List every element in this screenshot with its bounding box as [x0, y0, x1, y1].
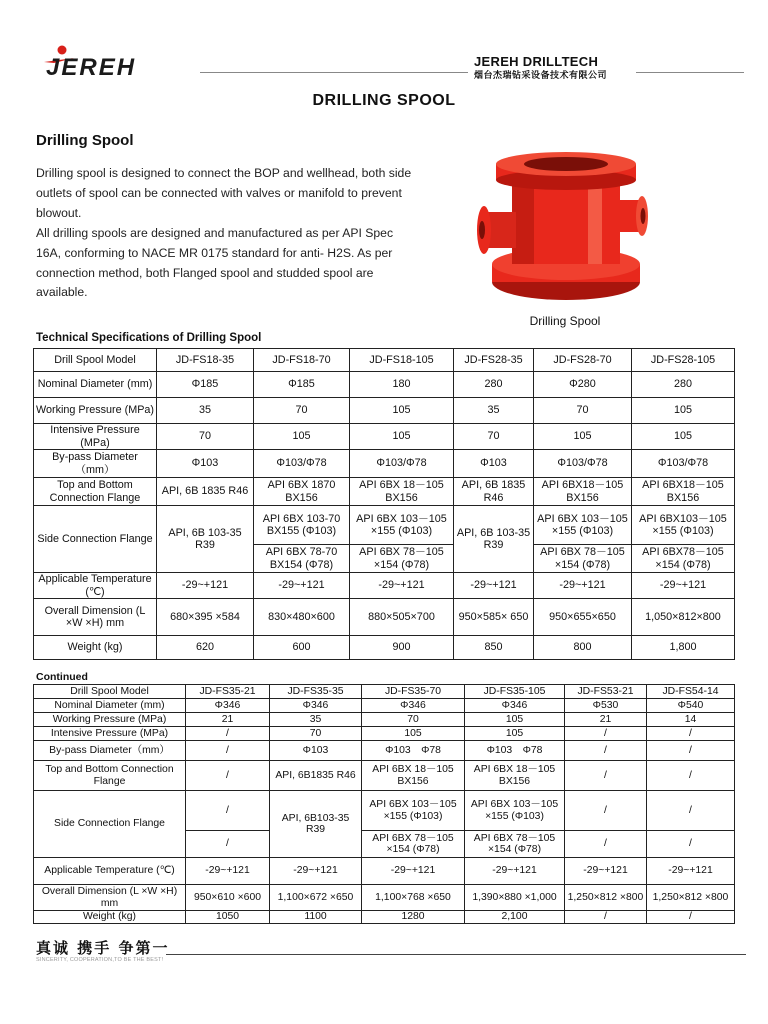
- table-row: [34, 506, 735, 545]
- table-cell: /: [186, 791, 270, 831]
- table-cell: 620: [157, 636, 254, 660]
- table-cell: API, 6B 103-35 R39: [454, 506, 534, 573]
- table-cell: 950×610 ×600: [186, 885, 270, 911]
- table-cell: 105: [465, 727, 565, 741]
- footer-rule: [166, 954, 746, 955]
- table-cell: API 6BX 78－105 ×154 (Φ78): [350, 545, 454, 573]
- table-cell: /: [647, 831, 735, 858]
- table-cell: Φ530: [565, 699, 647, 713]
- table-cell: Drill Spool Model: [34, 685, 186, 699]
- table-cell: API, 6B 1835 R46: [454, 478, 534, 506]
- table-cell: 280: [454, 372, 534, 398]
- table-row: [34, 599, 735, 636]
- table-cell: API 6BX18－105 BX156: [534, 478, 632, 506]
- table-cell: Φ103/Φ78: [350, 450, 454, 478]
- footer-slogan-en: SINCERITY, COOPERATION,TO BE THE BEST!: [36, 957, 164, 963]
- table-cell: Overall Dimension (L ×W ×H) mm: [34, 599, 157, 636]
- table-cell: JD-FS35-21: [186, 685, 270, 699]
- table-cell: 1280: [362, 911, 465, 924]
- table-cell: Side Connection Flange: [34, 506, 157, 573]
- table-cell: /: [647, 911, 735, 924]
- table-cell: Working Pressure (MPa): [34, 713, 186, 727]
- table-cell: 950×585× 650: [454, 599, 534, 636]
- table-cell: JD-FS54-14: [647, 685, 735, 699]
- table-cell: Φ346: [465, 699, 565, 713]
- table-cell: Φ103: [157, 450, 254, 478]
- drilling-spool-image: [470, 150, 660, 306]
- table-cell: 1,250×812 ×800: [565, 885, 647, 911]
- table-row: [34, 372, 735, 398]
- table-cell: 70: [270, 727, 362, 741]
- table-cell: 105: [465, 713, 565, 727]
- company-name-en: JEREH DRILLTECH: [474, 54, 599, 69]
- table-cell: Nominal Diameter (mm): [34, 372, 157, 398]
- table-cell: JD-FS53-21: [565, 685, 647, 699]
- table-row: [34, 761, 735, 791]
- table-cell: 280: [632, 372, 735, 398]
- table-cell: API 6BX78－105 ×154 (Φ78): [632, 545, 735, 573]
- header-rule-left: [200, 72, 468, 73]
- table-cell: Φ103/Φ78: [534, 450, 632, 478]
- table-cell: JD-FS18-35: [157, 349, 254, 372]
- table-cell: 800: [534, 636, 632, 660]
- table-cell: API 6BX 78－105 ×154 (Φ78): [465, 831, 565, 858]
- table-row: [34, 450, 735, 478]
- table-cell: 70: [362, 713, 465, 727]
- table-cell: Φ103 Φ78: [465, 741, 565, 761]
- table-cell: API 6BX 18－105 BX156: [350, 478, 454, 506]
- table-cell: API 6BX 78-70 BX154 (Φ78): [254, 545, 350, 573]
- table-cell: 1,100×672 ×650: [270, 885, 362, 911]
- table-cell: API 6BX 78－105 ×154 (Φ78): [534, 545, 632, 573]
- table-cell: 35: [454, 398, 534, 424]
- logo-text: JEREH: [46, 54, 137, 78]
- table-cell: Intensive Pressure (MPa): [34, 727, 186, 741]
- table-cell: Top and Bottom Connection Flange: [34, 761, 186, 791]
- table-cell: API 6BX 1870 BX156: [254, 478, 350, 506]
- table-cell: -29~+121: [465, 858, 565, 885]
- table-cell: 14: [647, 713, 735, 727]
- table-cell: Φ103: [270, 741, 362, 761]
- table-cell: 70: [534, 398, 632, 424]
- table-cell: Φ103/Φ78: [254, 450, 350, 478]
- table-cell: 70: [157, 424, 254, 450]
- table-row: [34, 911, 735, 924]
- table-cell: Drill Spool Model: [34, 349, 157, 372]
- table-cell: Applicable Temperature (℃): [34, 573, 157, 599]
- table-cell: Nominal Diameter (mm): [34, 699, 186, 713]
- table-cell: /: [186, 727, 270, 741]
- table-cell: API 6BX 103-70 BX155 (Φ103): [254, 506, 350, 545]
- footer-slogan: 真诚 携手 争第一: [36, 939, 170, 957]
- table-cell: JD-FS18-70: [254, 349, 350, 372]
- table-cell: 180: [350, 372, 454, 398]
- table-cell: /: [565, 741, 647, 761]
- table-cell: 1,390×880 ×1,000: [465, 885, 565, 911]
- table-cell: API, 6B103-35 R39: [270, 791, 362, 858]
- table-cell: API, 6B 1835 R46: [157, 478, 254, 506]
- table-cell: 1100: [270, 911, 362, 924]
- table-cell: Φ185: [157, 372, 254, 398]
- table-cell: /: [565, 911, 647, 924]
- table-cell: /: [186, 831, 270, 858]
- spec-table-2: [33, 684, 735, 924]
- table-cell: Φ103: [454, 450, 534, 478]
- table-cell: By-pass Diameter（mm）: [34, 741, 186, 761]
- table-cell: 70: [454, 424, 534, 450]
- section-title: Drilling Spool: [36, 132, 134, 149]
- table-cell: API 6BX 103－105 ×155 (Φ103): [362, 791, 465, 831]
- table-cell: -29~+121: [186, 858, 270, 885]
- table-row: [34, 727, 735, 741]
- table-cell: Weight (kg): [34, 636, 157, 660]
- table-cell: Overall Dimension (L ×W ×H) mm: [34, 885, 186, 911]
- table-cell: Applicable Temperature (℃): [34, 858, 186, 885]
- table-row: [34, 349, 735, 372]
- table-cell: Intensive Pressure (MPa): [34, 424, 157, 450]
- table-cell: Working Pressure (MPa): [34, 398, 157, 424]
- table-row: [34, 741, 735, 761]
- table-cell: By-pass Diameter （mm）: [34, 450, 157, 478]
- table-row: [34, 636, 735, 660]
- table-cell: 105: [350, 424, 454, 450]
- table-cell: API 6BX 18－105 BX156: [362, 761, 465, 791]
- table-cell: 1,050×812×800: [632, 599, 735, 636]
- table-cell: 2,100: [465, 911, 565, 924]
- table-cell: Φ103/Φ78: [632, 450, 735, 478]
- table-cell: 21: [186, 713, 270, 727]
- description-paragraph-1: Drilling spool is designed to connect the BOP and wellhead, both side outlets of spool can be connected with valves or manifold to prevent blowout.: [36, 166, 412, 220]
- table-cell: 600: [254, 636, 350, 660]
- table-cell: 830×480×600: [254, 599, 350, 636]
- table-cell: 900: [350, 636, 454, 660]
- table1-title: Technical Specifications of Drilling Spool: [36, 332, 262, 344]
- table-row: [34, 858, 735, 885]
- table-cell: JD-FS35-70: [362, 685, 465, 699]
- table-cell: 105: [254, 424, 350, 450]
- table-cell: 35: [157, 398, 254, 424]
- table-cell: API 6BX 78－105 ×154 (Φ78): [362, 831, 465, 858]
- table-cell: 105: [362, 727, 465, 741]
- table-cell: 880×505×700: [350, 599, 454, 636]
- table-cell: 850: [454, 636, 534, 660]
- table-cell: 1,250×812 ×800: [647, 885, 735, 911]
- table-cell: 70: [254, 398, 350, 424]
- table-cell: /: [565, 727, 647, 741]
- table-cell: Φ346: [270, 699, 362, 713]
- table-row: [34, 398, 735, 424]
- table-cell: /: [565, 791, 647, 831]
- table-cell: /: [647, 741, 735, 761]
- table-cell: API 6BX103－105 ×155 (Φ103): [632, 506, 735, 545]
- description-paragraph-2: All drilling spools are designed and manufactured as per API Spec 16A, conforming to NACE MR 0175 standard for anti- H2S. As per connection method, both Flanged spool and studded spool are available.: [36, 226, 394, 300]
- table-cell: -29~+121: [647, 858, 735, 885]
- table-cell: API 6BX 103－105 ×155 (Φ103): [534, 506, 632, 545]
- table-row: [34, 791, 735, 831]
- table-cell: API 6BX 103－105 ×155 (Φ103): [465, 791, 565, 831]
- table-cell: Φ280: [534, 372, 632, 398]
- table-cell: 21: [565, 713, 647, 727]
- table-cell: JD-FS28-35: [454, 349, 534, 372]
- table-cell: Weight (kg): [34, 911, 186, 924]
- document-title: DRILLING SPOOL: [312, 92, 456, 109]
- table-cell: /: [186, 741, 270, 761]
- table-cell: /: [186, 761, 270, 791]
- table-cell: 105: [350, 398, 454, 424]
- company-name-cn: 烟台杰瑞钻采设备技术有限公司: [474, 70, 608, 80]
- table-cell: 105: [632, 398, 735, 424]
- table-cell: Φ346: [186, 699, 270, 713]
- table-cell: 1,100×768 ×650: [362, 885, 465, 911]
- table-cell: 950×655×650: [534, 599, 632, 636]
- table-cell: JD-FS35-35: [270, 685, 362, 699]
- table-cell: API 6BX 103－105 ×155 (Φ103): [350, 506, 454, 545]
- image-caption: Drilling Spool: [529, 314, 601, 328]
- table-cell: -29~+121: [362, 858, 465, 885]
- table2-title: Continued: [36, 671, 88, 683]
- table-cell: -29~+121: [565, 858, 647, 885]
- table-cell: /: [647, 761, 735, 791]
- table-cell: API 6BX18－105 BX156: [632, 478, 735, 506]
- table-cell: 680×395 ×584: [157, 599, 254, 636]
- table-cell: /: [565, 831, 647, 858]
- table-cell: -29~+121: [254, 573, 350, 599]
- table-cell: /: [647, 791, 735, 831]
- table-cell: JD-FS28-105: [632, 349, 735, 372]
- table-row: [34, 685, 735, 699]
- table-row: [34, 478, 735, 506]
- table-cell: Φ185: [254, 372, 350, 398]
- table-cell: /: [565, 761, 647, 791]
- table-cell: 105: [534, 424, 632, 450]
- table-cell: 1,800: [632, 636, 735, 660]
- table-cell: -29~+121: [270, 858, 362, 885]
- table-cell: Top and Bottom Connection Flange: [34, 478, 157, 506]
- table-cell: JD-FS28-70: [534, 349, 632, 372]
- table-cell: -29~+121: [454, 573, 534, 599]
- table-row: [34, 699, 735, 713]
- table-cell: JD-FS35-105: [465, 685, 565, 699]
- table-cell: -29~+121: [350, 573, 454, 599]
- table-cell: -29~+121: [632, 573, 735, 599]
- table-cell: Φ103 Φ78: [362, 741, 465, 761]
- table-cell: -29~+121: [157, 573, 254, 599]
- table-row: [34, 885, 735, 911]
- table-cell: JD-FS18-105: [350, 349, 454, 372]
- table-cell: 1050: [186, 911, 270, 924]
- table-cell: 35: [270, 713, 362, 727]
- header-rule-right: [636, 72, 744, 73]
- table-row: [34, 573, 735, 599]
- spec-table-1: [33, 348, 735, 660]
- table-row: [34, 713, 735, 727]
- table-cell: API 6BX 18－105 BX156: [465, 761, 565, 791]
- table-cell: -29~+121: [534, 573, 632, 599]
- table-row: [34, 424, 735, 450]
- table-cell: API, 6B 103-35 R39: [157, 506, 254, 573]
- jereh-logo: [40, 44, 200, 78]
- table-cell: /: [647, 727, 735, 741]
- table-cell: Side Connection Flange: [34, 791, 186, 858]
- table-cell: API, 6B1835 R46: [270, 761, 362, 791]
- table-cell: 105: [632, 424, 735, 450]
- table-cell: Φ540: [647, 699, 735, 713]
- table-cell: Φ346: [362, 699, 465, 713]
